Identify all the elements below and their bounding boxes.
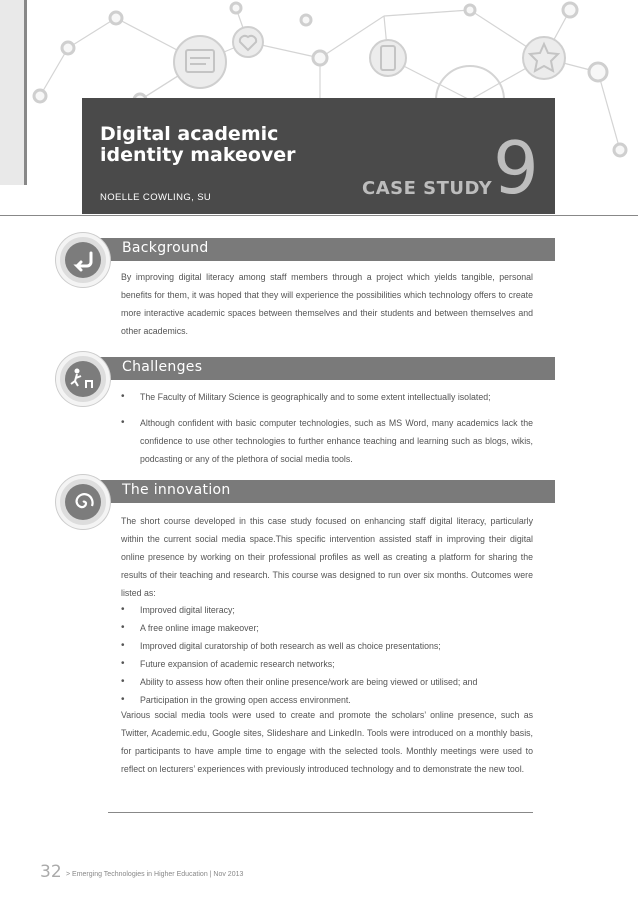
- outcomes-list: [121, 601, 533, 709]
- list-item: • Ability to assess how often their online presence/work are being viewed or utilised; and: [121, 673, 533, 691]
- header-divider: [0, 215, 638, 216]
- list-item: • A free online image makeover;: [121, 619, 533, 637]
- list-item: • Participation in the growing open access environment.: [121, 691, 533, 709]
- title-line-2: identity makeover: [100, 144, 296, 166]
- title-line-1: Digital academic: [100, 123, 279, 145]
- section-heading-background: Background: [122, 240, 209, 256]
- case-study-label: CASE STUDY: [362, 178, 493, 199]
- list-item: • Although confident with basic computer technologies, such as MS Word, many academics lack the confidence to use other technologies to further enhance teaching and learning such as blogs, wikis, podcasting or any of the plethora of social media tools.: [121, 414, 533, 468]
- section-bar-challenges: [82, 357, 555, 380]
- content-end-divider: [108, 812, 533, 813]
- section-heading-innovation: The innovation: [122, 482, 231, 498]
- innovation-paragraph-2: Various social media tools were used to create and promote the scholars’ online presence, such as Twitter, Academic.edu, Google sites, Slideshare and LinkedIn. Tools were introduced on a monthly basis, for participants to have ample time to engage with the selected tools. Monthly meetings were used to reflect on lecturers’ experiences with previously introduced technology and to demonstrate the new tool.: [121, 710, 533, 774]
- section-heading-challenges: Challenges: [122, 359, 203, 375]
- list-item: • The Faculty of Military Science is geographically and to some extent intellectually isolated;: [121, 388, 533, 406]
- background-paragraph: By improving digital literacy among staff members through a project which yields tangible, personal benefits for them, it was hoped that they will experience the possibilities which technology offers to create more interactive academic spaces between themselves and their students and between themselves and other academics.: [121, 272, 533, 336]
- page-number: 32: [40, 862, 62, 882]
- case-study-title: [100, 124, 340, 166]
- footer-text: > Emerging Technologies in Higher Education | Nov 2013: [66, 871, 244, 878]
- section-bar-background: [82, 238, 555, 261]
- list-item: • Future expansion of academic research networks;: [121, 655, 533, 673]
- section-bar-innovation: [82, 480, 555, 503]
- list-item: • Improved digital literacy;: [121, 601, 533, 619]
- innovation-paragraph-1: The short course developed in this case study focused on enhancing staff digital literacy, particularly within the current social media space.This specific intervention assisted staff in improving their digital online presence by working on their professional profiles as well as creating a platform for sharing the results of their teaching and research. This course was designed to run over six months. Outcomes were listed as:: [121, 516, 533, 598]
- page-edge-tab: [0, 0, 27, 185]
- list-item: • Improved digital curatorship of both research as well as choice presentations;: [121, 637, 533, 655]
- case-study-number: 9: [493, 126, 539, 210]
- challenges-list: [121, 388, 533, 468]
- author-name: NOELLE COWLING, SU: [100, 192, 212, 203]
- spiral-icon: [56, 475, 110, 529]
- back-arrow-icon: [56, 233, 110, 287]
- hurdle-icon: [56, 352, 110, 406]
